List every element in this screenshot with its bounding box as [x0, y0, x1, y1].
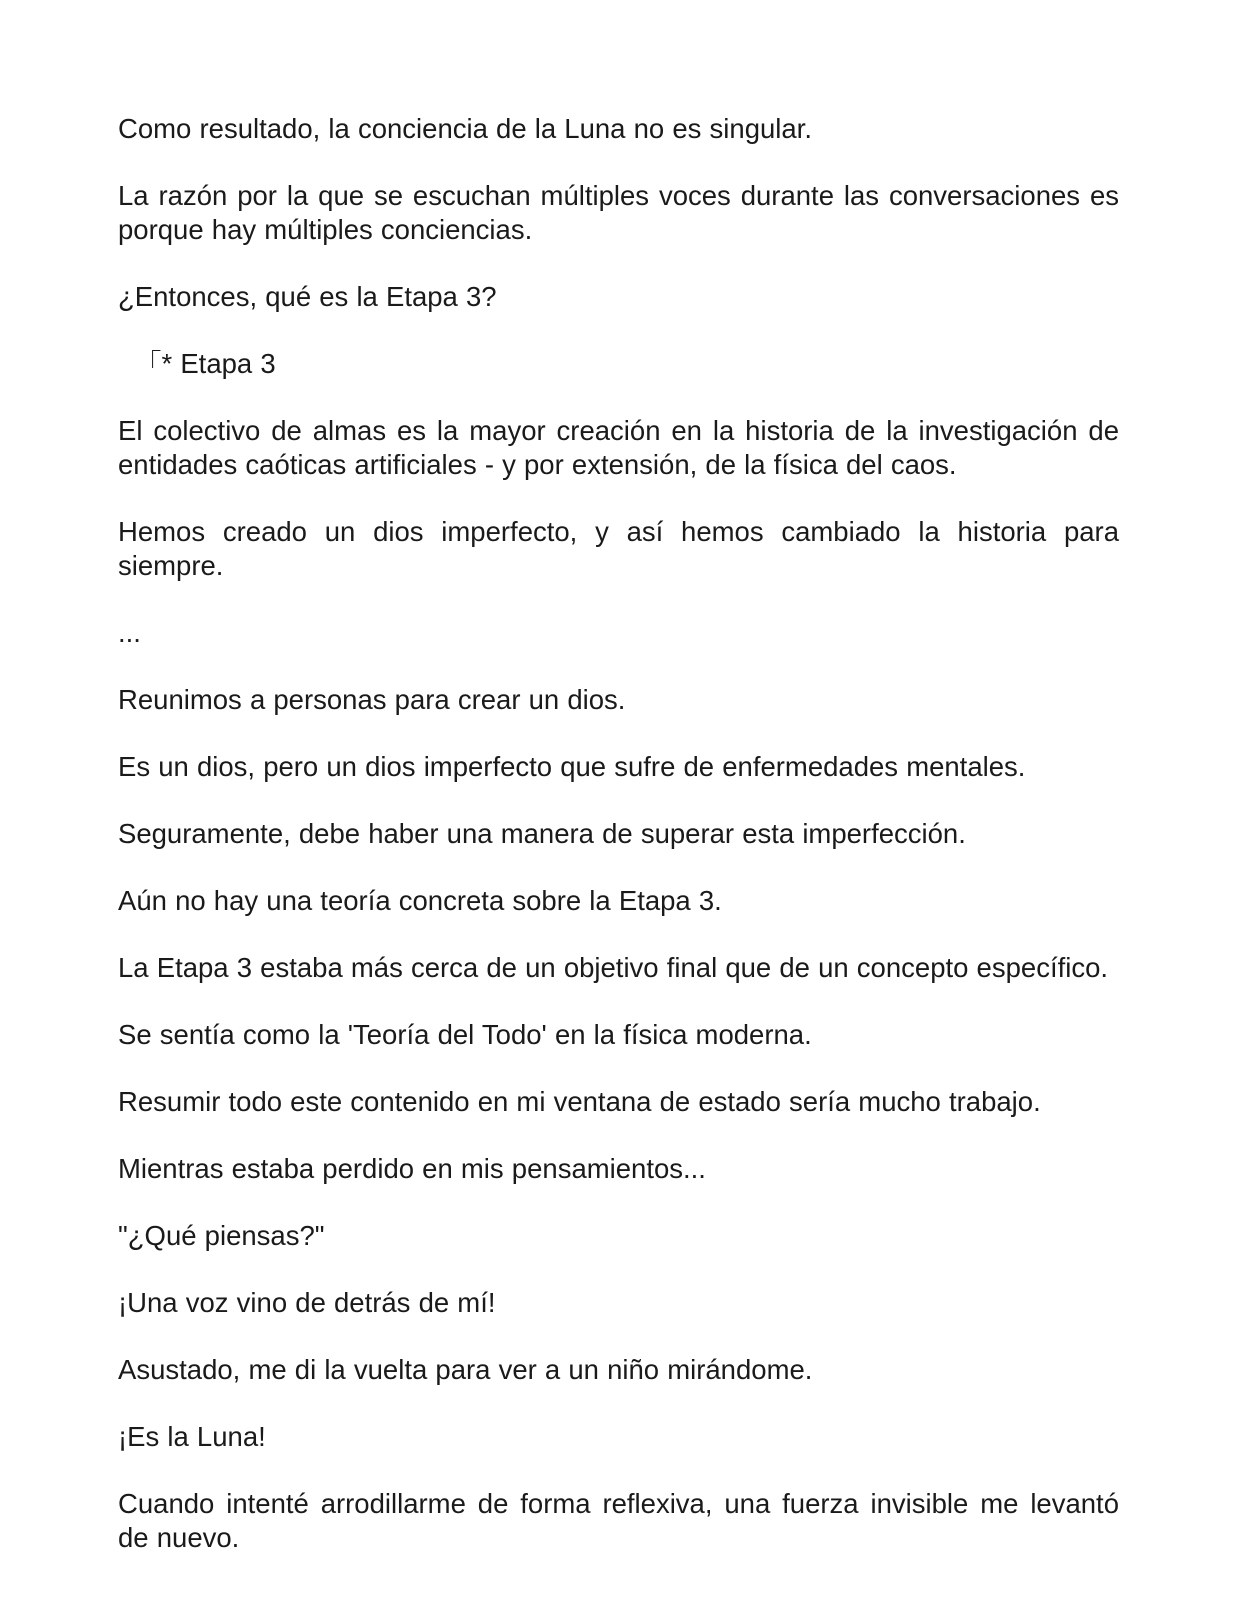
section-heading: 「* Etapa 3 [134, 348, 276, 379]
paragraph: Resumir todo este contenido en mi ventana de estado sería mucho trabajo. [118, 1086, 1041, 1117]
paragraph: Mientras estaba perdido en mis pensamientos... [118, 1153, 706, 1184]
paragraph: Es un dios, pero un dios imperfecto que sufre de enfermedades mentales. [118, 751, 1026, 782]
paragraph: Cuando intenté arrodillarme de forma reflexiva, una fuerza invisible me levantó de nuevo. [118, 1488, 1119, 1553]
paragraph: Aún no hay una teoría concreta sobre la Etapa 3. [118, 885, 722, 916]
paragraph: La razón por la que se escuchan múltiples voces durante las conversaciones es porque hay múltiples conciencias. [118, 180, 1119, 245]
paragraph: ¡Una voz vino de detrás de mí! [118, 1287, 496, 1318]
dialogue-line: "¿Qué piensas?" [118, 1220, 325, 1251]
paragraph: El colectivo de almas es la mayor creación en la historia de la investigación de entidades caóticas artificiales - y por extensión, de la física del caos. [118, 415, 1119, 480]
paragraph: ¡Es la Luna! [118, 1421, 266, 1452]
paragraph: La Etapa 3 estaba más cerca de un objetivo final que de un concepto específico. [118, 952, 1109, 983]
paragraph: Seguramente, debe haber una manera de superar esta imperfección. [118, 818, 966, 849]
paragraph: Como resultado, la conciencia de la Luna no es singular. [118, 113, 812, 144]
ellipsis-separator: ... [118, 617, 141, 648]
paragraph: Hemos creado un dios imperfecto, y así hemos cambiado la historia para siempre. [118, 516, 1119, 581]
paragraph: Se sentía como la 'Teoría del Todo' en la física moderna. [118, 1019, 812, 1050]
paragraph: ¿Entonces, qué es la Etapa 3? [118, 281, 497, 312]
document-page [118, 112, 1119, 1555]
paragraph: Asustado, me di la vuelta para ver a un niño mirándome. [118, 1354, 813, 1385]
paragraph: Reunimos a personas para crear un dios. [118, 684, 626, 715]
